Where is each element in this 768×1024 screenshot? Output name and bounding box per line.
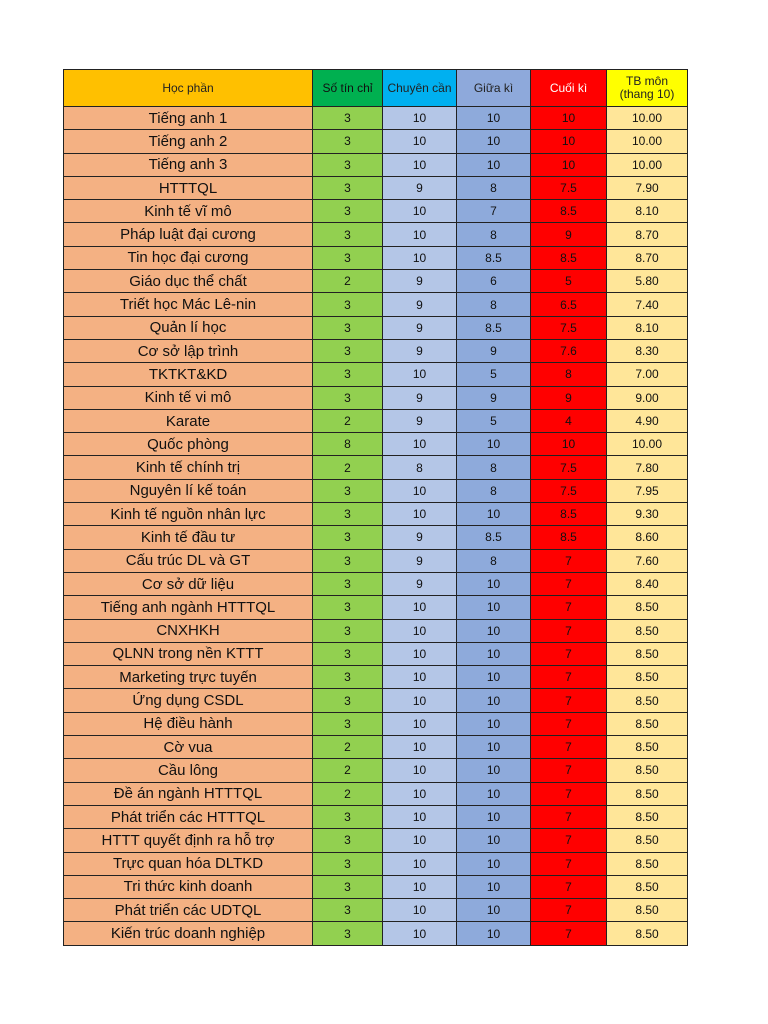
course-name-cell[interactable]: Tiếng anh ngành HTTTQL (64, 596, 313, 619)
course-name-cell[interactable]: Phát triển các HTTTQL (64, 805, 313, 828)
grades-table-header (64, 70, 688, 107)
final-cell[interactable]: 9 (531, 386, 607, 409)
table-row (64, 409, 688, 432)
course-name-cell[interactable]: Kinh tế chính trị (64, 456, 313, 479)
average-cell[interactable]: 8.50 (607, 736, 688, 759)
average-cell[interactable]: 8.50 (607, 852, 688, 875)
final-cell[interactable]: 7 (531, 759, 607, 782)
midterm-cell[interactable]: 9 (457, 386, 531, 409)
midterm-cell[interactable]: 6 (457, 270, 531, 293)
midterm-cell[interactable]: 10 (457, 572, 531, 595)
table-row (64, 316, 688, 339)
credits-cell[interactable]: 3 (313, 339, 383, 362)
final-cell[interactable]: 6.5 (531, 293, 607, 316)
table-row (64, 363, 688, 386)
table-row (64, 712, 688, 735)
midterm-cell[interactable]: 8 (457, 456, 531, 479)
average-cell[interactable]: 7.60 (607, 549, 688, 572)
average-cell[interactable]: 10.00 (607, 153, 688, 176)
average-cell[interactable]: 7.90 (607, 176, 688, 199)
final-cell[interactable]: 7 (531, 689, 607, 712)
table-row (64, 200, 688, 223)
final-cell[interactable]: 7 (531, 922, 607, 945)
credits-cell[interactable]: 3 (313, 805, 383, 828)
table-row (64, 107, 688, 130)
header-average-line2: (thang 10) (619, 87, 675, 101)
final-cell[interactable]: 8 (531, 363, 607, 386)
credits-cell[interactable]: 3 (313, 176, 383, 199)
credits-cell[interactable]: 3 (313, 852, 383, 875)
attendance-cell[interactable]: 9 (383, 409, 457, 432)
attendance-cell[interactable]: 9 (383, 572, 457, 595)
average-cell[interactable]: 10.00 (607, 130, 688, 153)
table-row (64, 246, 688, 269)
credits-cell[interactable]: 3 (313, 107, 383, 130)
table-row (64, 875, 688, 898)
midterm-cell[interactable]: 10 (457, 153, 531, 176)
attendance-cell[interactable]: 10 (383, 433, 457, 456)
attendance-cell[interactable]: 10 (383, 712, 457, 735)
attendance-cell[interactable]: 10 (383, 223, 457, 246)
attendance-cell[interactable]: 10 (383, 596, 457, 619)
course-name-cell[interactable]: Quốc phòng (64, 433, 313, 456)
midterm-cell[interactable]: 10 (457, 107, 531, 130)
final-cell[interactable]: 7 (531, 852, 607, 875)
table-row (64, 526, 688, 549)
table-row (64, 666, 688, 689)
average-cell[interactable]: 5.80 (607, 270, 688, 293)
attendance-cell[interactable]: 10 (383, 899, 457, 922)
final-cell[interactable]: 10 (531, 433, 607, 456)
credits-cell[interactable]: 3 (313, 572, 383, 595)
credits-cell[interactable]: 3 (313, 922, 383, 945)
credits-cell[interactable]: 2 (313, 456, 383, 479)
final-cell[interactable]: 7 (531, 642, 607, 665)
attendance-cell[interactable]: 10 (383, 130, 457, 153)
final-cell[interactable]: 7 (531, 782, 607, 805)
credits-cell[interactable]: 2 (313, 782, 383, 805)
credits-cell[interactable]: 3 (313, 223, 383, 246)
header-average-line1: TB môn (625, 74, 668, 88)
credits-cell[interactable]: 3 (313, 316, 383, 339)
course-name-cell[interactable]: Marketing trực tuyến (64, 666, 313, 689)
midterm-cell[interactable]: 10 (457, 922, 531, 945)
header-midterm[interactable]: Giữa kì (457, 70, 531, 107)
header-course-name[interactable]: Học phần (64, 70, 313, 107)
credits-cell[interactable]: 3 (313, 293, 383, 316)
midterm-cell[interactable]: 5 (457, 363, 531, 386)
average-cell[interactable]: 10.00 (607, 433, 688, 456)
midterm-cell[interactable]: 10 (457, 805, 531, 828)
course-name-cell[interactable]: Kinh tế vi mô (64, 386, 313, 409)
midterm-cell[interactable]: 10 (457, 666, 531, 689)
midterm-cell[interactable]: 10 (457, 759, 531, 782)
header-credits[interactable]: Số tín chỉ (313, 70, 383, 107)
midterm-cell[interactable]: 8 (457, 176, 531, 199)
final-cell[interactable]: 10 (531, 107, 607, 130)
table-row (64, 130, 688, 153)
final-cell[interactable]: 9 (531, 223, 607, 246)
final-cell[interactable]: 7 (531, 899, 607, 922)
midterm-cell[interactable]: 10 (457, 875, 531, 898)
attendance-cell[interactable]: 10 (383, 200, 457, 223)
attendance-cell[interactable]: 9 (383, 526, 457, 549)
table-row (64, 223, 688, 246)
course-name-cell[interactable]: Quản lí học (64, 316, 313, 339)
attendance-cell[interactable]: 10 (383, 107, 457, 130)
final-cell[interactable]: 8.5 (531, 246, 607, 269)
credits-cell[interactable]: 3 (313, 479, 383, 502)
midterm-cell[interactable]: 8.5 (457, 526, 531, 549)
table-row (64, 479, 688, 502)
table-row (64, 153, 688, 176)
average-cell[interactable]: 8.50 (607, 619, 688, 642)
average-cell[interactable]: 8.40 (607, 572, 688, 595)
course-name-cell[interactable]: HTTT quyết định ra hỗ trợ (64, 829, 313, 852)
attendance-cell[interactable]: 9 (383, 549, 457, 572)
average-cell[interactable]: 8.50 (607, 596, 688, 619)
table-row (64, 339, 688, 362)
credits-cell[interactable]: 3 (313, 642, 383, 665)
final-cell[interactable]: 8.5 (531, 526, 607, 549)
course-name-cell[interactable]: Triết học Mác Lê-nin (64, 293, 313, 316)
midterm-cell[interactable]: 10 (457, 899, 531, 922)
course-name-cell[interactable]: CNXHKH (64, 619, 313, 642)
course-name-cell[interactable]: Cơ sở dữ liệu (64, 572, 313, 595)
credits-cell[interactable]: 3 (313, 363, 383, 386)
table-row (64, 689, 688, 712)
average-cell[interactable]: 8.50 (607, 829, 688, 852)
course-name-cell[interactable]: Cơ sở lập trình (64, 339, 313, 362)
midterm-cell[interactable]: 8 (457, 479, 531, 502)
table-row (64, 736, 688, 759)
average-cell[interactable]: 8.60 (607, 526, 688, 549)
final-cell[interactable]: 7 (531, 666, 607, 689)
average-cell[interactable]: 8.50 (607, 689, 688, 712)
midterm-cell[interactable]: 9 (457, 339, 531, 362)
midterm-cell[interactable]: 5 (457, 409, 531, 432)
table-row (64, 270, 688, 293)
course-name-cell[interactable]: Cầu lông (64, 759, 313, 782)
midterm-cell[interactable]: 10 (457, 596, 531, 619)
table-row (64, 293, 688, 316)
header-attendance[interactable]: Chuyên cần (383, 70, 457, 107)
table-row (64, 386, 688, 409)
average-cell[interactable]: 9.30 (607, 503, 688, 526)
table-row (64, 549, 688, 572)
credits-cell[interactable]: 3 (313, 712, 383, 735)
credits-cell[interactable]: 2 (313, 759, 383, 782)
table-row (64, 759, 688, 782)
midterm-cell[interactable]: 10 (457, 689, 531, 712)
midterm-cell[interactable]: 10 (457, 503, 531, 526)
final-cell[interactable]: 7.5 (531, 176, 607, 199)
table-row (64, 805, 688, 828)
midterm-cell[interactable]: 10 (457, 829, 531, 852)
average-cell[interactable]: 8.50 (607, 759, 688, 782)
course-name-cell[interactable]: Tri thức kinh doanh (64, 875, 313, 898)
midterm-cell[interactable]: 8 (457, 549, 531, 572)
course-name-cell[interactable]: Hệ điều hành (64, 712, 313, 735)
course-name-cell[interactable]: Kiến trúc doanh nghiệp (64, 922, 313, 945)
attendance-cell[interactable]: 9 (383, 270, 457, 293)
attendance-cell[interactable]: 10 (383, 153, 457, 176)
average-cell[interactable]: 8.50 (607, 782, 688, 805)
average-cell[interactable]: 10.00 (607, 107, 688, 130)
table-row (64, 642, 688, 665)
midterm-cell[interactable]: 7 (457, 200, 531, 223)
credits-cell[interactable]: 2 (313, 736, 383, 759)
credits-cell[interactable]: 3 (313, 526, 383, 549)
course-name-cell[interactable]: Phát triển các UDTQL (64, 899, 313, 922)
attendance-cell[interactable]: 10 (383, 619, 457, 642)
course-name-cell[interactable]: Cấu trúc DL và GT (64, 549, 313, 572)
final-cell[interactable]: 5 (531, 270, 607, 293)
midterm-cell[interactable]: 8 (457, 223, 531, 246)
course-name-cell[interactable]: Kinh tế vĩ mô (64, 200, 313, 223)
average-cell[interactable]: 8.50 (607, 666, 688, 689)
final-cell[interactable]: 7 (531, 875, 607, 898)
attendance-cell[interactable]: 10 (383, 852, 457, 875)
table-row (64, 596, 688, 619)
header-final[interactable]: Cuối kì (531, 70, 607, 107)
course-name-cell[interactable]: Pháp luật đại cương (64, 223, 313, 246)
table-row (64, 572, 688, 595)
attendance-cell[interactable]: 9 (383, 293, 457, 316)
grades-table (63, 69, 688, 946)
average-cell[interactable]: 8.50 (607, 805, 688, 828)
final-cell[interactable]: 7.5 (531, 479, 607, 502)
final-cell[interactable]: 7 (531, 712, 607, 735)
attendance-cell[interactable]: 10 (383, 759, 457, 782)
final-cell[interactable]: 4 (531, 409, 607, 432)
attendance-cell[interactable]: 9 (383, 176, 457, 199)
midterm-cell[interactable]: 8 (457, 293, 531, 316)
final-cell[interactable]: 7 (531, 805, 607, 828)
course-name-cell[interactable]: Nguyên lí kế toán (64, 479, 313, 502)
grades-table-body (64, 107, 688, 946)
attendance-cell[interactable]: 9 (383, 386, 457, 409)
average-cell[interactable]: 8.50 (607, 922, 688, 945)
attendance-cell[interactable]: 10 (383, 782, 457, 805)
midterm-cell[interactable]: 10 (457, 782, 531, 805)
credits-cell[interactable]: 3 (313, 153, 383, 176)
credits-cell[interactable]: 3 (313, 386, 383, 409)
attendance-cell[interactable]: 10 (383, 829, 457, 852)
average-cell[interactable]: 8.50 (607, 899, 688, 922)
midterm-cell[interactable]: 10 (457, 852, 531, 875)
credits-cell[interactable]: 3 (313, 503, 383, 526)
average-cell[interactable]: 8.50 (607, 712, 688, 735)
course-name-cell[interactable]: Kinh tế nguồn nhân lực (64, 503, 313, 526)
average-cell[interactable]: 4.90 (607, 409, 688, 432)
final-cell[interactable]: 8.5 (531, 503, 607, 526)
course-name-cell[interactable]: Karate (64, 409, 313, 432)
course-name-cell[interactable]: QLNN trong nền KTTT (64, 642, 313, 665)
attendance-cell[interactable]: 10 (383, 642, 457, 665)
attendance-cell[interactable]: 9 (383, 339, 457, 362)
course-name-cell[interactable]: HTTTQL (64, 176, 313, 199)
table-row (64, 852, 688, 875)
final-cell[interactable]: 10 (531, 153, 607, 176)
average-cell[interactable]: 8.70 (607, 223, 688, 246)
final-cell[interactable]: 7.6 (531, 339, 607, 362)
final-cell[interactable]: 7 (531, 596, 607, 619)
table-row (64, 176, 688, 199)
course-name-cell[interactable]: Kinh tế đầu tư (64, 526, 313, 549)
credits-cell[interactable]: 3 (313, 689, 383, 712)
table-row (64, 503, 688, 526)
midterm-cell[interactable]: 10 (457, 642, 531, 665)
course-name-cell[interactable]: Ứng dụng CSDL (64, 689, 313, 712)
midterm-cell[interactable]: 10 (457, 433, 531, 456)
attendance-cell[interactable]: 10 (383, 363, 457, 386)
attendance-cell[interactable]: 10 (383, 479, 457, 502)
final-cell[interactable]: 7.5 (531, 316, 607, 339)
average-cell[interactable]: 8.70 (607, 246, 688, 269)
attendance-cell[interactable]: 10 (383, 805, 457, 828)
credits-cell[interactable]: 3 (313, 596, 383, 619)
midterm-cell[interactable]: 8.5 (457, 316, 531, 339)
table-row (64, 899, 688, 922)
course-name-cell[interactable]: Đề án ngành HTTTQL (64, 782, 313, 805)
midterm-cell[interactable]: 8.5 (457, 246, 531, 269)
course-name-cell[interactable]: Giáo dục thể chất (64, 270, 313, 293)
attendance-cell[interactable]: 10 (383, 922, 457, 945)
midterm-cell[interactable]: 10 (457, 712, 531, 735)
credits-cell[interactable]: 3 (313, 619, 383, 642)
credits-cell[interactable]: 3 (313, 875, 383, 898)
midterm-cell[interactable]: 10 (457, 619, 531, 642)
course-name-cell[interactable]: Trực quan hóa DLTKD (64, 852, 313, 875)
credits-cell[interactable]: 2 (313, 409, 383, 432)
table-row (64, 619, 688, 642)
credits-cell[interactable]: 3 (313, 666, 383, 689)
course-name-cell[interactable]: Tiếng anh 3 (64, 153, 313, 176)
average-cell[interactable]: 9.00 (607, 386, 688, 409)
attendance-cell[interactable]: 10 (383, 875, 457, 898)
course-name-cell[interactable]: TKTKT&KD (64, 363, 313, 386)
credits-cell[interactable]: 3 (313, 899, 383, 922)
course-name-cell[interactable]: Tiếng anh 1 (64, 107, 313, 130)
header-average[interactable] (607, 70, 688, 107)
attendance-cell[interactable]: 10 (383, 246, 457, 269)
final-cell[interactable]: 7.5 (531, 456, 607, 479)
final-cell[interactable]: 7 (531, 572, 607, 595)
credits-cell[interactable]: 2 (313, 270, 383, 293)
average-cell[interactable]: 7.95 (607, 479, 688, 502)
credits-cell[interactable]: 3 (313, 829, 383, 852)
course-name-cell[interactable]: Tin học đại cương (64, 246, 313, 269)
average-cell[interactable]: 7.00 (607, 363, 688, 386)
credits-cell[interactable]: 3 (313, 130, 383, 153)
average-cell[interactable]: 7.80 (607, 456, 688, 479)
final-cell[interactable]: 10 (531, 130, 607, 153)
final-cell[interactable]: 7 (531, 549, 607, 572)
average-cell[interactable]: 8.50 (607, 875, 688, 898)
header-row (64, 70, 688, 107)
final-cell[interactable]: 7 (531, 829, 607, 852)
final-cell[interactable]: 8.5 (531, 200, 607, 223)
final-cell[interactable]: 7 (531, 619, 607, 642)
attendance-cell[interactable]: 10 (383, 736, 457, 759)
credits-cell[interactable]: 3 (313, 246, 383, 269)
credits-cell[interactable]: 8 (313, 433, 383, 456)
attendance-cell[interactable]: 8 (383, 456, 457, 479)
table-row (64, 456, 688, 479)
midterm-cell[interactable]: 10 (457, 130, 531, 153)
attendance-cell[interactable]: 10 (383, 503, 457, 526)
final-cell[interactable]: 7 (531, 736, 607, 759)
credits-cell[interactable]: 3 (313, 549, 383, 572)
course-name-cell[interactable]: Tiếng anh 2 (64, 130, 313, 153)
average-cell[interactable]: 7.40 (607, 293, 688, 316)
table-row (64, 922, 688, 945)
attendance-cell[interactable]: 10 (383, 666, 457, 689)
table-row (64, 829, 688, 852)
credits-cell[interactable]: 3 (313, 200, 383, 223)
table-row (64, 433, 688, 456)
average-cell[interactable]: 8.10 (607, 200, 688, 223)
course-name-cell[interactable]: Cờ vua (64, 736, 313, 759)
average-cell[interactable]: 8.30 (607, 339, 688, 362)
attendance-cell[interactable]: 9 (383, 316, 457, 339)
attendance-cell[interactable]: 10 (383, 689, 457, 712)
midterm-cell[interactable]: 10 (457, 736, 531, 759)
table-row (64, 782, 688, 805)
average-cell[interactable]: 8.10 (607, 316, 688, 339)
average-cell[interactable]: 8.50 (607, 642, 688, 665)
